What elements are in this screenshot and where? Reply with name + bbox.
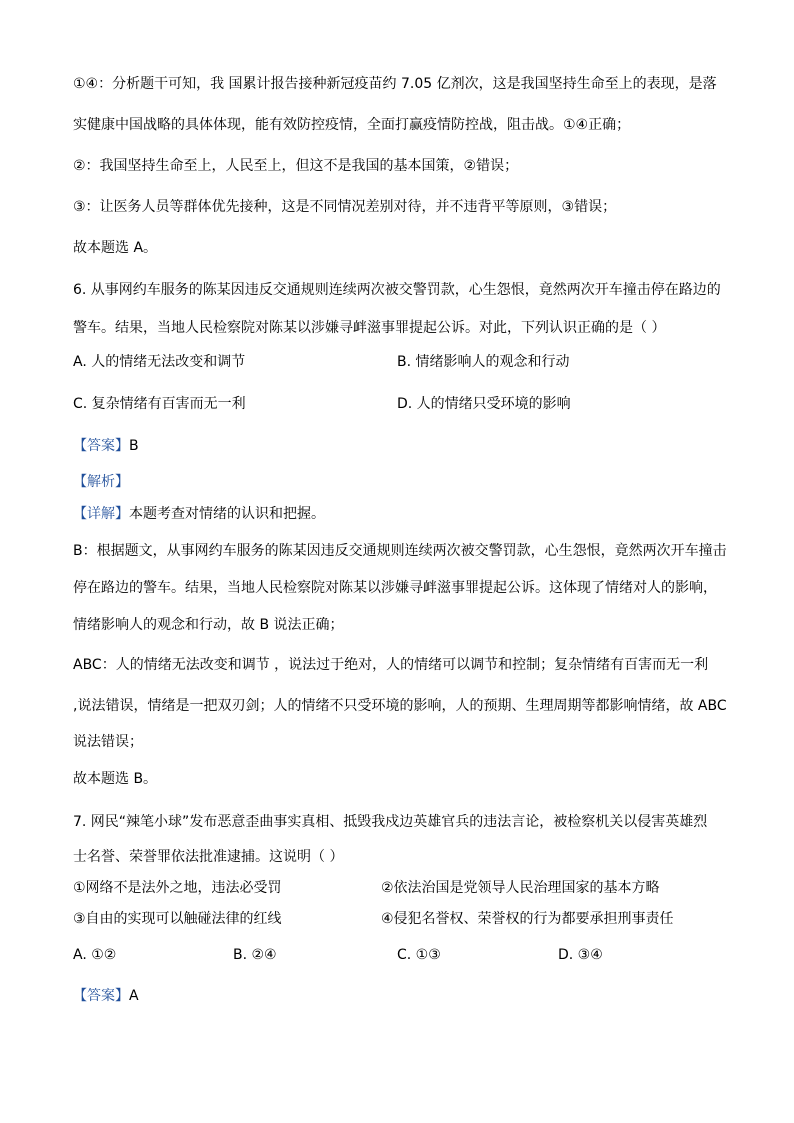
q7-stem-line-1: 7. 网民“辣笔小球”发布恶意歪曲事实真相、抵毁我戍边英雄官兵的违法言论，被检察机关以侵害英雄烈 — [73, 814, 708, 830]
q6-detail-text: 本题考查对情绪的认识和把握。 — [129, 506, 325, 522]
q7-answer — [73, 986, 139, 1006]
prev-explanation-line-3: ②：我国坚持生命至上，人民至上，但这不是我国的基本国策，②错误； — [73, 158, 519, 174]
q6-conclusion: 故本题选 B。 — [73, 771, 158, 787]
q7-answer-tag: 【答案】 — [73, 988, 129, 1004]
prev-explanation-line-2: 实健康中国战略的具体体现，能有效防控疫情，全面打赢疫情防控战，阻击战。①④正确； — [73, 117, 631, 133]
q6-answer — [73, 436, 139, 456]
q6-explanation-line-5: ,说法错误，情绪是一把双刃剑；人的情绪不只受环境的影响，人的预期、生理周期等都影响情绪，故 ABC — [73, 698, 727, 714]
q7-stem-line-2: 士名誉、荣誉罪依法批准逮捕。这说明（ ） — [73, 849, 344, 865]
q6-explanation-line-2: 停在路边的警车。结果，当地人民检察院对陈某以涉嫌寻衅滋事罪提起公诉。这体现了情绪对人的影响， — [73, 580, 717, 596]
q6-stem-line-2: 警车。结果，当地人民检察院对陈某以涉嫌寻衅滋事罪提起公诉。对此，下列认识正确的是（ ） — [73, 320, 666, 336]
prev-explanation-conclusion: 故本题选 A。 — [73, 240, 158, 256]
q6-explanation-line-1: B：根据题文，从事网约车服务的陈某因违反交通规则连续两次被交警罚款，心生怨恨，竟然两次开车撞击 — [73, 543, 727, 559]
q7-option-d: D. ③④ — [558, 947, 603, 963]
q7-item-2: ②依法治国是党领导人民治理国家的基本方略 — [381, 880, 660, 896]
prev-explanation-line-4: ③：让医务人员等群体优先接种，这是不同情况差别对待，并不违背平等原则，③错误； — [73, 199, 617, 215]
q6-detail — [73, 504, 325, 524]
q6-analysis-label: 【解析】 — [73, 474, 129, 490]
q7-option-c: C. ①③ — [397, 947, 441, 963]
q7-option-b: B. ②④ — [233, 947, 277, 963]
q6-explanation-line-3: 情绪影响人的观念和行动，故 B 说法正确； — [73, 617, 344, 633]
q7-item-1: ①网络不是法外之地，违法必受罚 — [73, 880, 282, 896]
prev-explanation-line-1: ①④：分析题干可知，我 国累计报告接种新冠疫苗约 7.05 亿剂次，这是我国坚持生命至上的表现，是落 — [73, 76, 717, 92]
q6-stem-line-1: 6. 从事网约车服务的陈某因违反交通规则连续两次被交警罚款，心生怨恨，竟然两次开车撞击停在路边的 — [73, 282, 721, 298]
q7-item-3: ③自由的实现可以触碰法律的红线 — [73, 911, 282, 927]
q6-option-c: C. 复杂情绪有百害而无一利 — [73, 396, 246, 412]
q7-option-a: A. ①② — [73, 947, 117, 963]
q6-explanation-line-6: 说法错误； — [73, 734, 143, 750]
q6-option-b: B. 情绪影响人的观念和行动 — [397, 354, 570, 370]
q6-answer-value: B — [129, 438, 139, 454]
q6-explanation-line-4: ABC：人的情绪无法改变和调节 ，说法过于绝对，人的情绪可以调节和控制；复杂情绪有百害而无一利 — [73, 657, 709, 673]
q6-answer-tag: 【答案】 — [73, 438, 129, 454]
q6-analysis-tag — [73, 472, 129, 492]
q7-item-4: ④侵犯名誉权、荣誉权的行为都要承担刑事责任 — [381, 911, 674, 927]
q7-answer-value: A — [129, 988, 139, 1004]
q6-detail-tag: 【详解】 — [73, 506, 129, 522]
q6-option-a: A. 人的情绪无法改变和调节 — [73, 354, 246, 370]
q6-option-d: D. 人的情绪只受环境的影响 — [397, 396, 571, 412]
